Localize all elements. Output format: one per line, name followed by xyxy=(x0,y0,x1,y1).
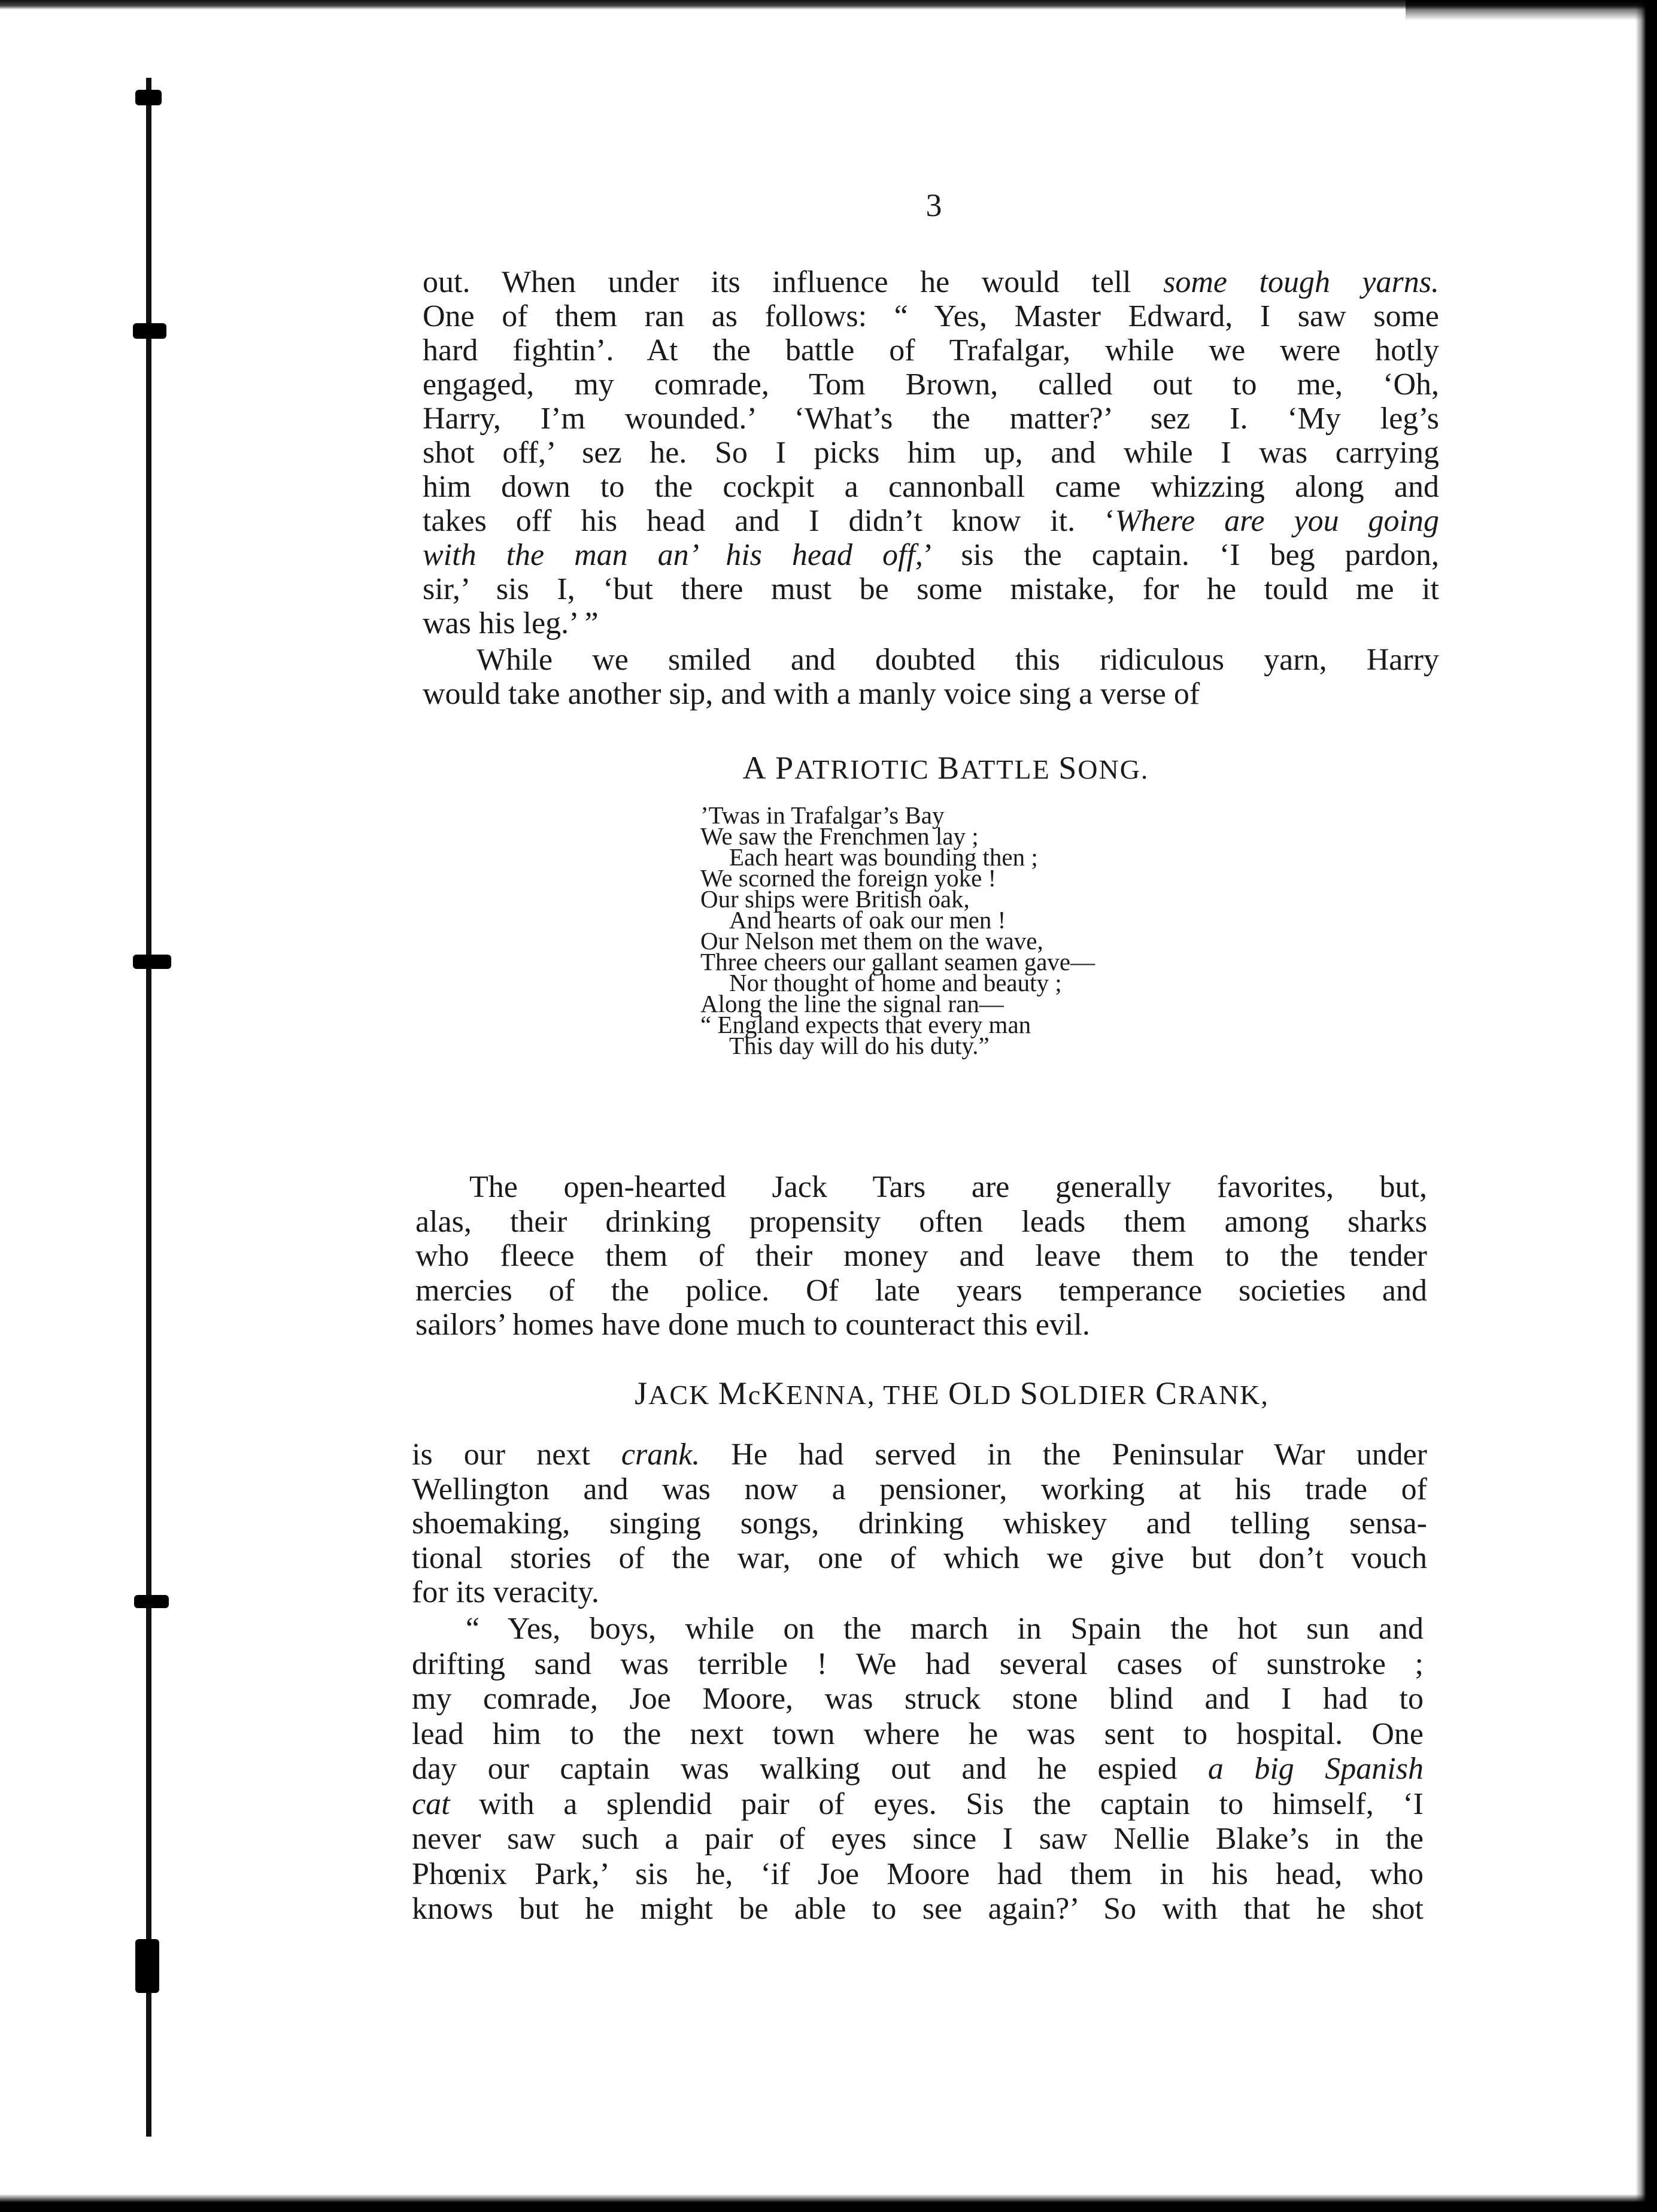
scan-edge-bottom xyxy=(0,2194,1657,2212)
section-heading: JACK McKENNA, THE OLD SOLDIER CRANK, xyxy=(635,1375,1269,1411)
text-run: out. When under its influence he would tell xyxy=(423,265,1164,299)
text-line xyxy=(412,1752,1424,1787)
poem-line: We scorned the foreign yoke ! xyxy=(700,864,997,892)
text-line xyxy=(423,470,1439,504)
text-line xyxy=(412,1438,1427,1472)
binding-notch xyxy=(135,90,162,105)
text-line xyxy=(423,436,1439,470)
text-line xyxy=(412,1506,1427,1541)
text-line xyxy=(412,1857,1424,1892)
italic-text: some tough yarns. xyxy=(1163,265,1439,299)
italic-text: cat xyxy=(412,1786,450,1821)
binding-notch xyxy=(135,1939,159,1993)
italic-text: crank. xyxy=(621,1438,700,1472)
poem-line: Along the line the signal ran— xyxy=(700,990,1004,1017)
text-line: who fleece them of their money and leave them to the tender xyxy=(415,1239,1427,1273)
text-run: shoemaking, singing songs, drinking whiskey and telling sensa- xyxy=(412,1506,1427,1540)
poem-line: And hearts of oak our men ! xyxy=(729,906,1006,934)
text-line xyxy=(423,538,1439,572)
scan-edge-right xyxy=(1635,0,1657,2212)
text-run: sir,’ sis I, ‘but there must be some mistake, for he tould me it xyxy=(423,572,1439,606)
paragraph-jack-tars xyxy=(415,1170,1427,1342)
text-line xyxy=(412,1717,1424,1752)
text-run: He had served in the Peninsular War under xyxy=(700,1438,1427,1472)
text-run: engaged, my comrade, Tom Brown, called out to me, ‘Oh, xyxy=(423,367,1439,402)
text-run: tional stories of the war, one of which we give but don’t vouch xyxy=(412,1540,1427,1575)
text-run: knows but he might be able to see again?’ So with that he shot xyxy=(412,1892,1424,1926)
text-run: day our captain was walking out and he espied xyxy=(412,1752,1208,1786)
text-run: Phœnix Park,’ sis he, ‘if Joe Moore had them in his head, who xyxy=(412,1856,1424,1891)
binding-spine-line xyxy=(146,78,151,2137)
text-line: would take another sip, and with a manly voice sing a verse of xyxy=(423,677,1200,711)
text-run: ’ sis the captain. ‘I beg pardon, xyxy=(922,538,1439,572)
text-line xyxy=(412,1787,1424,1822)
italic-text: a big Spanish xyxy=(1207,1752,1424,1786)
text-run: lead him to the next town where he was sent to hospital. One xyxy=(412,1716,1424,1751)
text-run: Harry, I’m wounded.’ ‘What’s the matter?’ sez I. ‘My leg’s xyxy=(423,402,1439,436)
text-line xyxy=(423,333,1439,367)
binding-notch xyxy=(133,323,166,339)
poem-line: ’Twas in Trafalgar’s Bay xyxy=(700,801,945,829)
text-line xyxy=(423,504,1439,538)
text-line: sailors’ homes have done much to counteract this evil. xyxy=(415,1308,1090,1342)
poem-line: “ England expects that every man xyxy=(700,1011,1031,1038)
paragraph-spain-story xyxy=(412,1612,1424,1927)
text-run: Wellington and was now a pensioner, working at his trade of xyxy=(412,1472,1427,1506)
binding-notch xyxy=(133,955,171,969)
poem-line: Our Nelson met them on the wave, xyxy=(700,927,1043,955)
text-line xyxy=(412,1541,1427,1576)
text-run: “ Yes, boys, while on the march in Spain the hot sun and xyxy=(466,1612,1424,1646)
poem-line: Each heart was bounding then ; xyxy=(729,843,1038,871)
binding-notch xyxy=(134,1595,169,1608)
text-line xyxy=(412,1682,1424,1717)
song-title: A PATRIOTIC BATTLE SONG. xyxy=(742,750,1149,786)
text-line xyxy=(412,1647,1424,1682)
text-run: hard fightin’. At the battle of Trafalgar, while we were hotly xyxy=(423,333,1439,367)
text-line xyxy=(423,572,1439,606)
text-run: was his leg.’ ” xyxy=(423,606,599,640)
text-run: shot off,’ sez he. So I picks him up, and while I was carrying xyxy=(423,436,1439,470)
text-run: with a splendid pair of eyes. Sis the captain to himself, ‘I xyxy=(450,1786,1424,1821)
text-run: drifting sand was terrible ! We had several cases of sunstroke ; xyxy=(412,1646,1424,1681)
text-run: never saw such a pair of eyes since I saw Nellie Blake’s in the xyxy=(412,1822,1424,1856)
text-line xyxy=(412,1892,1424,1927)
italic-text: with the man an’ his head off, xyxy=(423,538,923,572)
text-line xyxy=(423,367,1439,402)
paragraph-jack-mckenna xyxy=(412,1438,1427,1610)
text-run: takes off his head and I didn’t know it. ‘ xyxy=(423,504,1115,538)
text-line xyxy=(423,265,1439,299)
poem-verse xyxy=(700,801,1095,1059)
text-line: While we smiled and doubted this ridiculous yarn, Harry xyxy=(477,643,1439,677)
italic-text: Where are you going xyxy=(1115,504,1440,538)
text-line: alas, their drinking propensity often leads them among sharks xyxy=(415,1204,1427,1239)
text-line xyxy=(423,606,1439,640)
text-line: The open-hearted Jack Tars are generally favorites, but, xyxy=(469,1170,1427,1204)
scan-edge-top-right xyxy=(1406,0,1657,20)
text-line: mercies of the police. Of late years temperance societies and xyxy=(415,1273,1427,1308)
paragraph-harry-song-intro xyxy=(423,643,1439,711)
text-run: him down to the cockpit a cannonball came whizzing along and xyxy=(423,470,1439,504)
poem-line: We saw the Frenchmen lay ; xyxy=(700,822,979,850)
poem-line: Nor thought of home and beauty ; xyxy=(729,969,1062,996)
text-line xyxy=(423,402,1439,436)
poem-line: This day will do his duty.” xyxy=(729,1032,990,1059)
text-run: One of them ran as follows: “ Yes, Master Edward, I saw some xyxy=(423,299,1439,333)
text-run: for its veracity. xyxy=(412,1575,599,1609)
poem-line: Our ships were British oak, xyxy=(700,885,970,913)
text-line xyxy=(412,1575,1427,1610)
text-line xyxy=(423,299,1439,333)
paragraph-harry-yarn xyxy=(423,265,1439,640)
text-run: is our next xyxy=(412,1438,621,1472)
text-line xyxy=(412,1612,1424,1647)
text-line xyxy=(412,1472,1427,1507)
poem-line: Three cheers our gallant seamen gave— xyxy=(700,948,1095,976)
page-number: 3 xyxy=(925,187,942,223)
text-run: my comrade, Joe Moore, was struck stone blind and I had to xyxy=(412,1682,1424,1716)
text-line xyxy=(412,1822,1424,1857)
